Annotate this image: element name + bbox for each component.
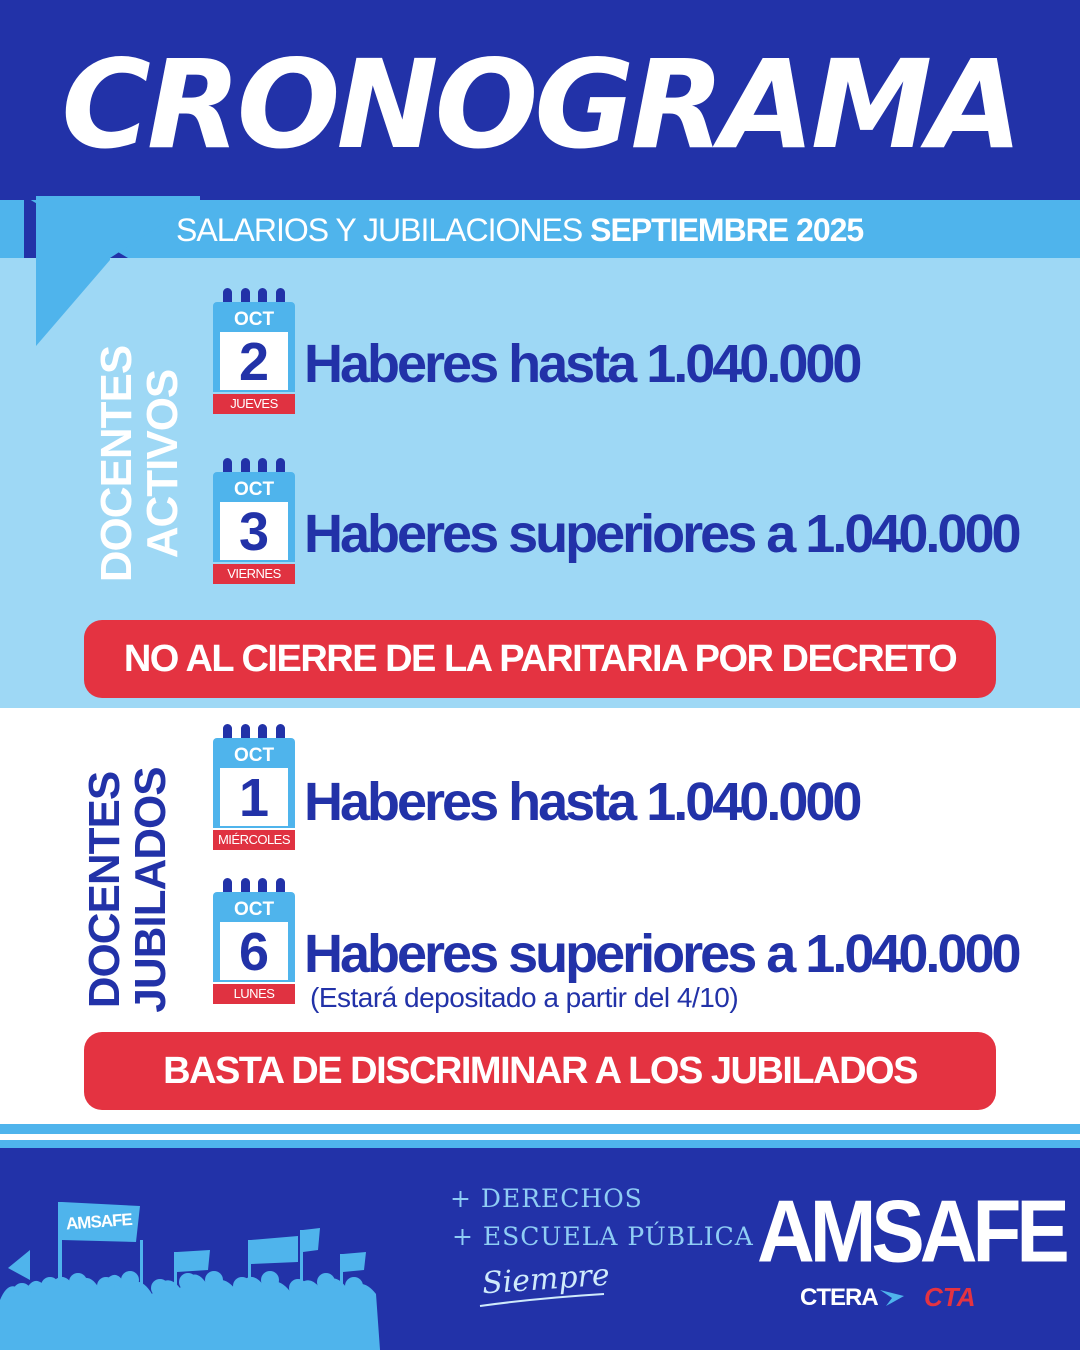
active-label-line1: DOCENTES [92,345,141,583]
calendar-weekday: VIERNES [213,564,295,584]
cta-logo: CTA [924,1282,976,1312]
slogan-siempre: Siempre [480,1257,611,1302]
retired-label-line2: JUBILADOS [126,767,175,1013]
subtitle-bold: SEPTIEMBRE 2025 [590,212,864,248]
slogan-escuela: + ESCUELA PÚBLICA [452,1222,754,1251]
page-title: CRONOGRAMA [61,34,1019,176]
calendar-weekday: MIÉRCOLES [213,830,295,850]
divider-stripe [0,1124,1080,1134]
calendar-icon [213,724,295,850]
calendar-day: 2 [220,332,288,390]
crowd-illustration [0,1190,380,1350]
payment-note: (Estará depositado a partir del 4/10) [310,982,739,1013]
calendar-month: OCT [213,302,295,334]
slogan-derechos: + DERECHOS [450,1184,643,1213]
payment-text: Haberes hasta 1.040.000 [304,772,860,832]
calendar-icon [213,288,295,414]
calendar-month: OCT [213,472,295,504]
calendar-month: OCT [213,892,295,924]
active-label-line2: ACTIVOS [138,369,187,559]
calendar-month: OCT [213,738,295,770]
active-label [94,314,186,614]
star-icon [878,1286,908,1308]
divider-stripe [0,1140,1080,1148]
flag-text: AMSAFE [65,1209,133,1234]
protest-banner: BASTA DE DISCRIMINAR A LOS JUBILADOS [84,1032,996,1110]
calendar-icon [213,458,295,584]
ctera-logo: CTERA [800,1284,878,1311]
payment-text: Haberes hasta 1.040.000 [304,334,860,394]
payment-text: Haberes superiores a 1.040.000 [304,924,1019,984]
calendar-weekday: JUEVES [213,394,295,414]
subtitle [176,208,863,252]
payment-text: Haberes superiores a 1.040.000 [304,504,1019,564]
calendar-weekday: LUNES [213,984,295,1004]
calendar-day: 6 [220,922,288,980]
retired-label [82,740,174,1040]
calendar-day: 1 [220,768,288,826]
protest-banner: NO AL CIERRE DE LA PARITARIA POR DECRETO [84,620,996,698]
calendar-icon [213,878,295,1004]
subtitle-normal: SALARIOS Y JUBILACIONES [176,212,591,248]
underline-stroke [478,1292,608,1312]
calendar-day: 3 [220,502,288,560]
amsafe-logo: AMSAFE [757,1182,1065,1281]
retired-label-line1: DOCENTES [80,771,129,1009]
